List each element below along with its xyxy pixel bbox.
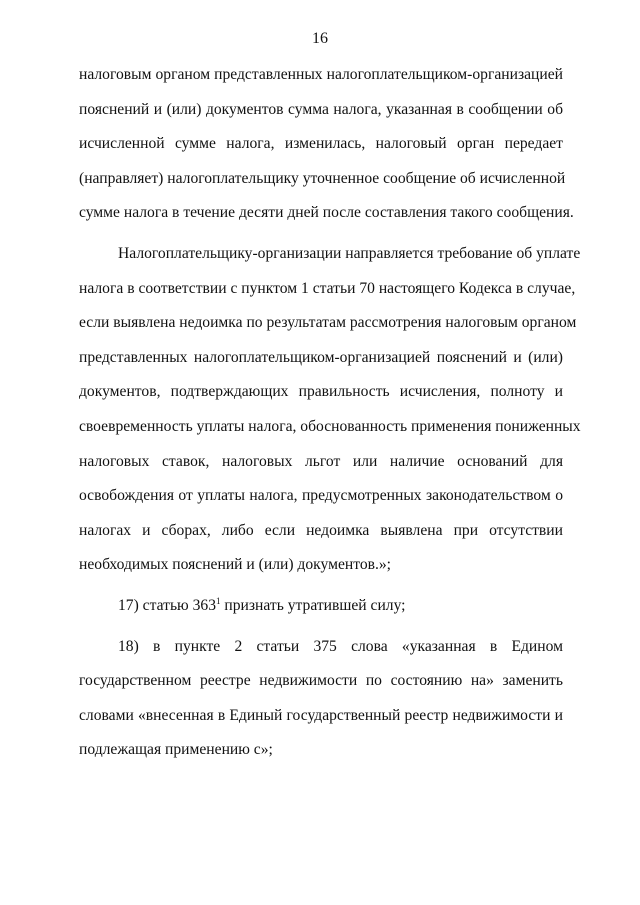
text-line: пояснений и (или) документов сумма налога, указанная в сообщении об	[79, 100, 563, 118]
document-body	[79, 58, 581, 768]
text-line: освобождения от уплаты налога, предусмотренных законодательством о	[79, 487, 563, 505]
text-line: Налогоплательщику-организации направляется требование об уплате	[118, 244, 581, 262]
text-line: если выявлена недоимка по результатам рассмотрения налоговым органом	[79, 314, 577, 332]
text-line: сумме налога в течение десяти дней после составления такого сообщения.	[79, 204, 574, 222]
paragraph	[79, 58, 574, 231]
text-line: государственном реестре недвижимости по состоянию на» заменить	[79, 672, 563, 690]
text-line: налоговым органом представленных налогоплательщиком-организацией	[79, 66, 563, 83]
text-line: документов, подтверждающих правильность исчисления, полноту и	[79, 383, 563, 401]
paragraph-item-17	[79, 589, 563, 624]
superscript: 1	[216, 595, 221, 606]
item-17-text: 17) статью 363	[118, 596, 216, 614]
text-line: представленных налогоплательщиком-организацией пояснений и (или)	[79, 348, 563, 366]
text-line: налоговых ставок, налоговых льгот или наличие оснований для	[79, 452, 563, 470]
text-line: словами «внесенная в Единый государственный реестр недвижимости и	[79, 706, 563, 724]
text-line: необходимых пояснений и (или) документов.»;	[79, 556, 392, 574]
page-number: 16	[312, 30, 328, 47]
item-17-text-rest: признать утратившей силу;	[220, 596, 406, 614]
text-line: налога в соответствии с пунктом 1 статьи 70 настоящего Кодекса в случае,	[79, 279, 576, 297]
text-line: исчисленной сумме налога, изменилась, налоговый орган передает	[79, 135, 563, 153]
text-line: налогах и сборах, либо если недоимка выявлена при отсутствии	[79, 521, 563, 539]
text-line: подлежащая применению с»;	[79, 741, 273, 759]
paragraph	[79, 237, 581, 583]
text-line: (направляет) налогоплательщику уточненное сообщение об исчисленной	[79, 169, 566, 187]
paragraph-item-18	[79, 630, 563, 768]
text-line: своевременность уплаты налога, обоснованность применения пониженных	[79, 417, 581, 435]
text-line	[79, 589, 563, 624]
text-line: 18) в пункте 2 статьи 375 слова «указанная в Едином	[118, 637, 563, 655]
